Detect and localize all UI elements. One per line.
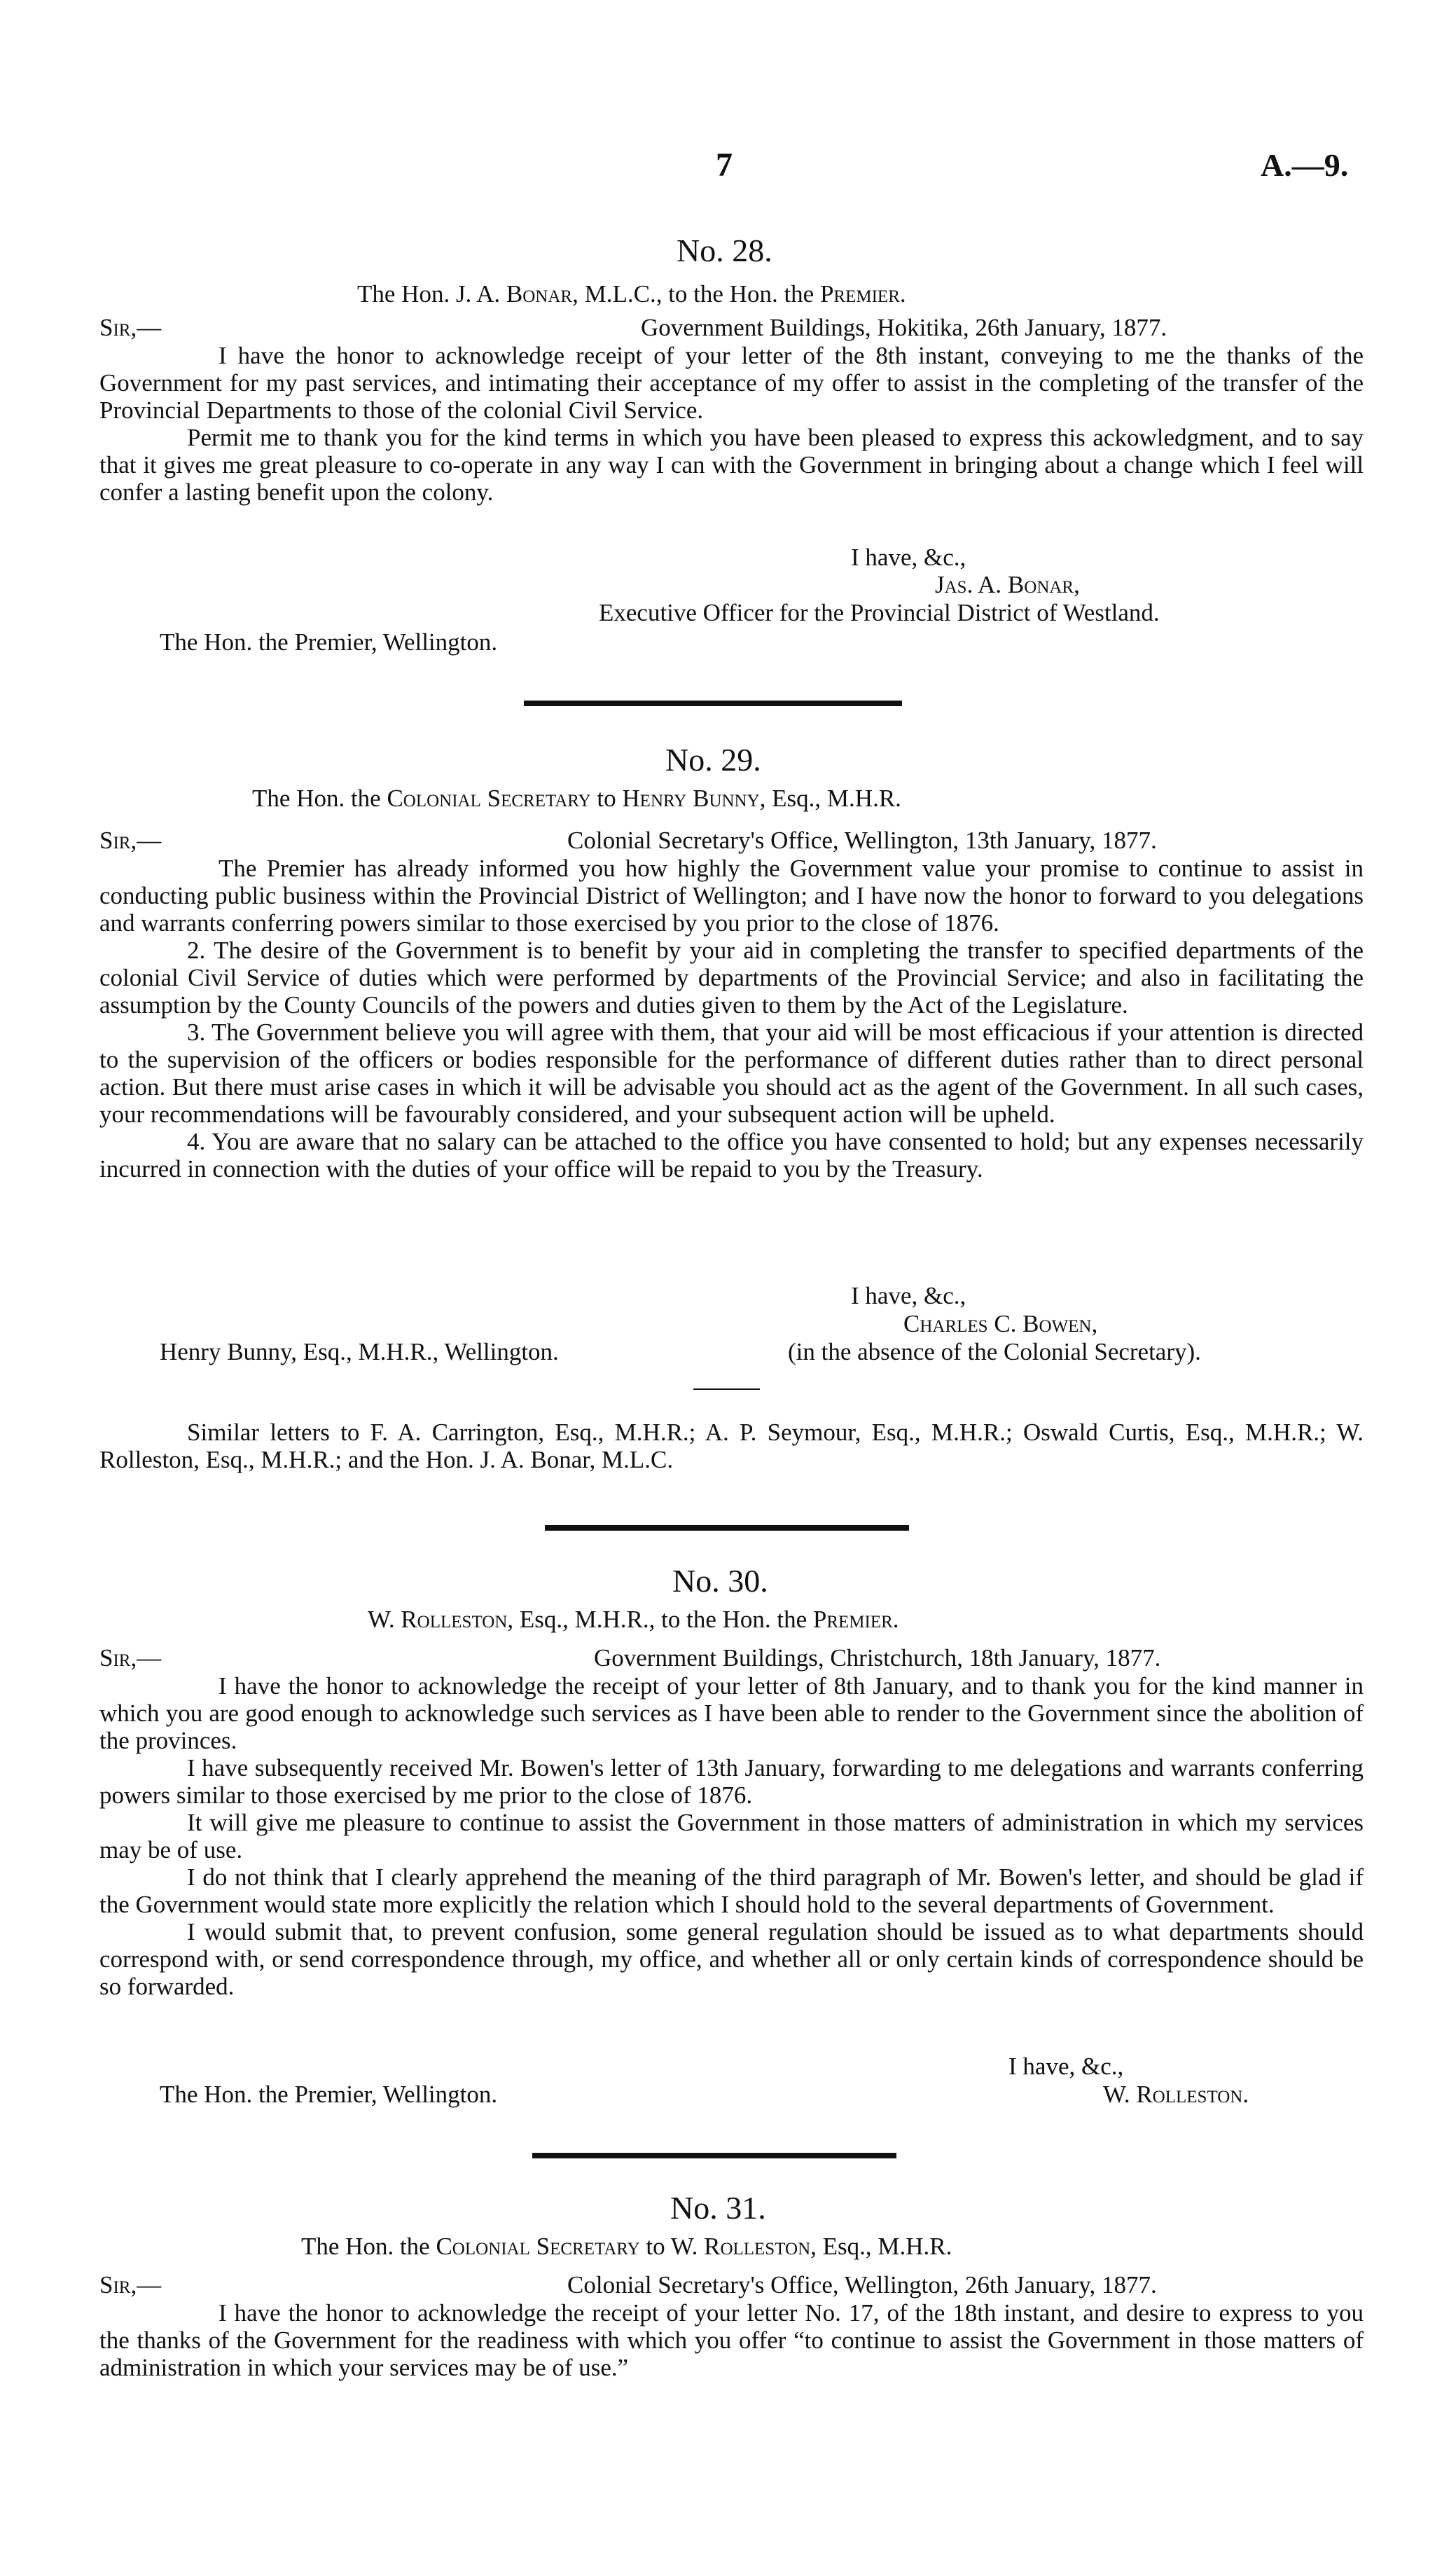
addressee: Henry Bunny, Esq., M.H.R., Wellington.: [160, 1338, 559, 1365]
paragraph: 4. You are aware that no salary can be attached to the office you have consented to hold; but any expenses necessarily incurred in connection with the duties of your office will be repaid to you by the Treasury.: [99, 1128, 1364, 1183]
letter-number: No. 28.: [677, 233, 772, 268]
dateline: Colonial Secretary's Office, Wellington, 13th January, 1877.: [567, 827, 1157, 854]
paragraph: I do not think that I clearly apprehend the meaning of the third paragraph of Mr. Bowen's letter, and should be glad if the Government would state more explicitly the relation which I should hold to the several departments of Government.: [99, 1863, 1364, 1918]
paragraph: The Premier has already informed you how highly the Government value your promise to continue to assist in conducting public business within the Provincial District of Wellington; and I have now the honor to forward to you delegations and warrants conferring powers similar to those exercised by you prior to the close of 1876.: [99, 855, 1364, 937]
letter-body: [99, 2299, 1364, 2381]
letter-heading: W. Rolleston, Esq., M.H.R., to the Hon. the Premier.: [368, 1606, 899, 1633]
letter-number: No. 30.: [672, 1563, 768, 1599]
page-number: 7: [716, 146, 733, 184]
paragraph: 3. The Government believe you will agree with them, that your aid will be most efficacious if your attention is directed to the supervision of the officers or bodies responsible for the performance of different duties rather than to direct personal action. But there must arise cases in which it will be advisable you should act as the agent of the Government. In all such cases, your recommendations will be favourably considered, and your subsequent action will be upheld.: [99, 1019, 1364, 1128]
paragraph: I have the honor to acknowledge the receipt of your letter No. 17, of the 18th instant, and desire to express to you the thanks of the Government for the readiness with which you offer “to continue to assist the Government in those matters of administration in which your services may be of use.”: [99, 2299, 1364, 2381]
salutation: Sir,—: [99, 314, 162, 341]
document-code: A.—9.: [1261, 147, 1349, 183]
letter-body: [99, 342, 1364, 506]
section-divider: [532, 2153, 896, 2158]
dateline: Colonial Secretary's Office, Wellington, 26th January, 1877.: [567, 2271, 1157, 2298]
similar-letters-note: Similar letters to F. A. Carrington, Esq., M.H.R.; A. P. Seymour, Esq., M.H.R.; Oswald Curtis, Esq., M.H.R.; W. Rolleston, Esq., M.H.R.; and the Hon. J. A. Bonar, M.L.C.: [99, 1419, 1364, 1473]
short-divider: [693, 1388, 760, 1390]
signature-title: Executive Officer for the Provincial District of Westland.: [599, 599, 1160, 626]
signature: Charles C. Bowen,: [903, 1310, 1098, 1337]
paragraph: I have the honor to acknowledge receipt of your letter of the 8th instant, conveying to me the thanks of the Government for my past services, and intimating their acceptance of my offer to assist in the completing of the transfer of the Provincial Departments to those of the colonial Civil Service.: [99, 342, 1364, 424]
signature-note: (in the absence of the Colonial Secretary).: [788, 1338, 1201, 1365]
letter-number: No. 31.: [670, 2190, 766, 2226]
paragraph: I have the honor to acknowledge the receipt of your letter of 8th January, and to thank you for the kind manner in which you are good enough to acknowledge such services as I have been able to render to the Government since the abolition of the provinces.: [99, 1672, 1364, 1754]
signature: W. Rolleston.: [1103, 2081, 1249, 2108]
signature: Jas. A. Bonar,: [935, 571, 1080, 598]
addressee: The Hon. the Premier, Wellington.: [160, 2081, 498, 2108]
closing: I have, &c.,: [851, 1282, 966, 1309]
paragraph: I would submit that, to prevent confusion, some general regulation should be issued as to what departments should correspond with, or send correspondence through, my office, and whether all or only certain kinds of correspondence should be so forwarded.: [99, 1918, 1364, 2000]
dateline: Government Buildings, Hokitika, 26th January, 1877.: [641, 314, 1167, 341]
salutation: Sir,—: [99, 1644, 162, 1672]
paragraph: It will give me pleasure to continue to assist the Government in those matters of administration in which my services may be of use.: [99, 1809, 1364, 1863]
salutation: Sir,—: [99, 827, 162, 854]
letter-body: [99, 1672, 1364, 2000]
paragraph: I have subsequently received Mr. Bowen's letter of 13th January, forwarding to me delegations and warrants conferring powers similar to those exercised by me prior to the close of 1876.: [99, 1754, 1364, 1809]
dateline: Government Buildings, Christchurch, 18th January, 1877.: [594, 1644, 1161, 1672]
addressee: The Hon. the Premier, Wellington.: [160, 628, 498, 656]
letter-heading: The Hon. the Colonial Secretary to W. Rolleston, Esq., M.H.R.: [301, 2233, 952, 2260]
paragraph: 2. The desire of the Government is to benefit by your aid in completing the transfer to specified departments of the colonial Civil Service of duties which were performed by departments of the Provincial Service; and also in facilitating the assumption by the County Councils of the powers and duties given to them by the Act of the Legislature.: [99, 937, 1364, 1019]
closing: I have, &c.,: [851, 544, 966, 571]
salutation: Sir,—: [99, 2271, 162, 2298]
letter-body: [99, 855, 1364, 1183]
letter-heading: The Hon. the Colonial Secretary to Henry Bunny, Esq., M.H.R.: [252, 785, 901, 812]
letter-heading: The Hon. J. A. Bonar, M.L.C., to the Hon. the Premier.: [357, 280, 906, 308]
section-divider: [524, 701, 902, 706]
section-divider: [545, 1525, 909, 1531]
paragraph: Permit me to thank you for the kind terms in which you have been pleased to express this ackowledgment, and to say that it gives me great pleasure to co-operate in any way I can with the Government in bringing about a change which I feel will confer a lasting benefit upon the colony.: [99, 424, 1364, 506]
letter-number: No. 29.: [665, 742, 761, 778]
closing: I have, &c.,: [1008, 2053, 1124, 2080]
